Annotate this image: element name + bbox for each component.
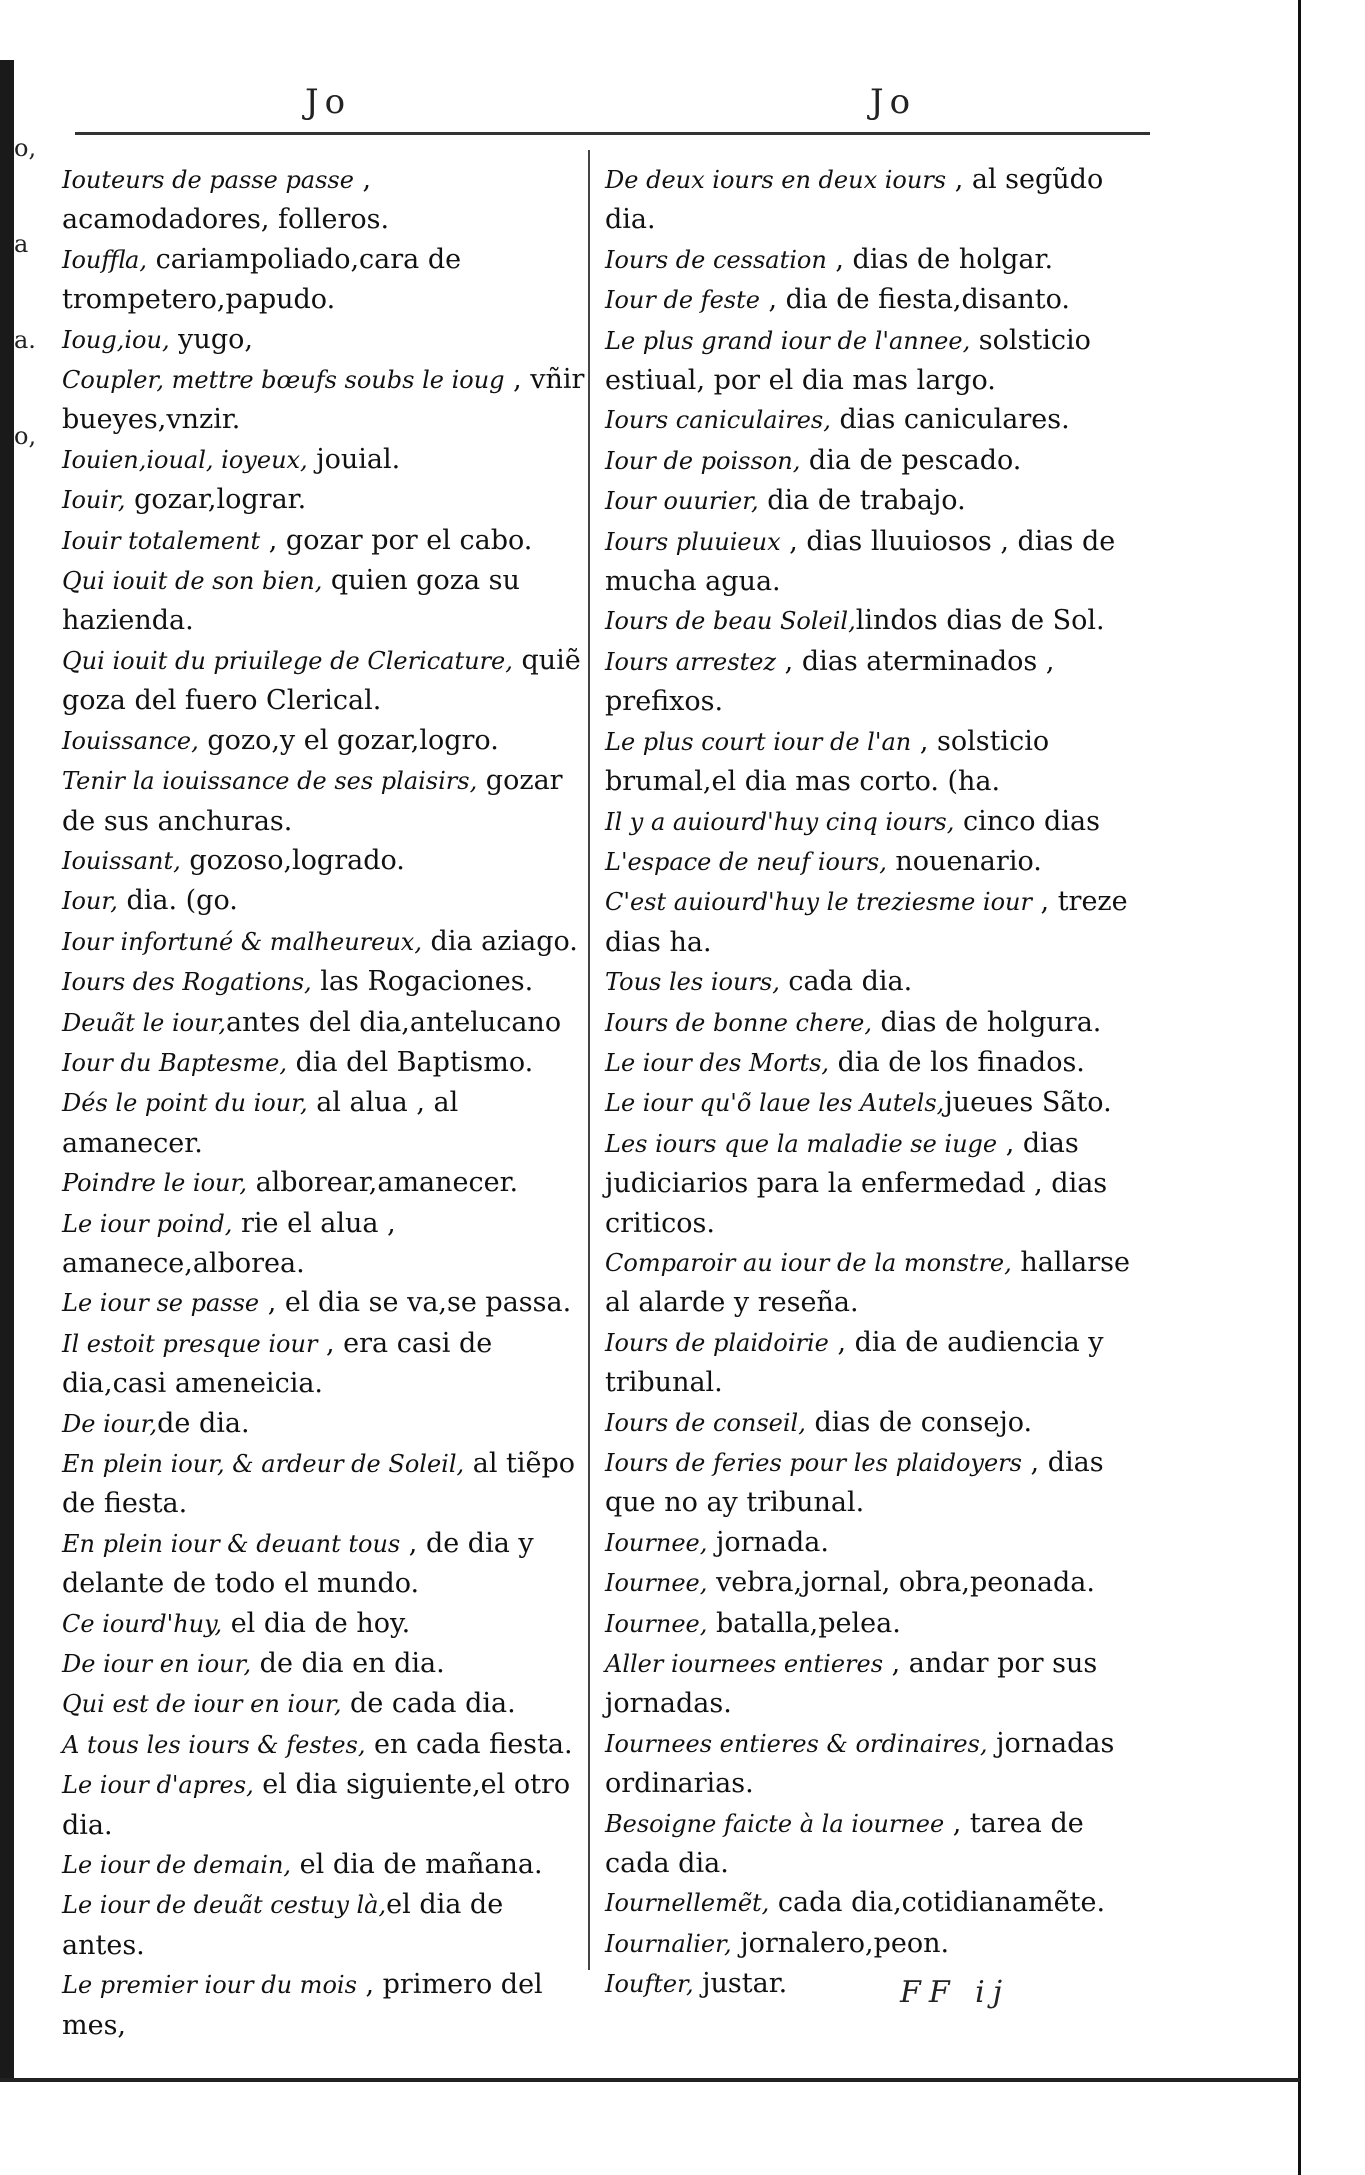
entry-definition: , dia de fiesta,disanto. <box>759 284 1070 316</box>
dictionary-entry <box>62 1283 587 1323</box>
entry-term: Iours de bonne chere, <box>605 1008 872 1037</box>
entry-term: Qui iouit du priuilege de Clericature, <box>62 646 513 675</box>
entry-definition: , treze dias ha. <box>605 886 1128 958</box>
entry-term: Iour du Baptesme, <box>62 1048 287 1077</box>
entry-definition: de cada dia. <box>341 1688 516 1720</box>
margin-fragment: a <box>14 230 29 258</box>
dictionary-entry <box>62 1965 587 2045</box>
dictionary-entry <box>605 1804 1155 1884</box>
entry-definition: cada dia,cotidianamẽte. <box>769 1887 1106 1919</box>
dictionary-entry <box>605 1003 1155 1043</box>
dictionary-entry <box>605 1924 1155 1964</box>
entry-term: Dés le point du iour, <box>62 1089 308 1118</box>
scan-edge-left <box>0 60 14 2080</box>
entry-term: Iouir, <box>62 486 126 515</box>
entry-term: Le iour de deuãt cestuy là, <box>62 1891 387 1920</box>
entry-term: Qui est de iour en iour, <box>62 1690 342 1719</box>
dictionary-entry <box>62 841 587 881</box>
entry-term: Qui iouit de son bien, <box>62 567 323 596</box>
entry-definition: , era casi de dia,casi ameneicia. <box>62 1327 493 1400</box>
entry-term: Iours de conseil, <box>605 1408 806 1437</box>
left-column <box>62 160 587 2045</box>
entry-term: Le iour qu'õ laue les Autels, <box>605 1089 945 1118</box>
entry-definition: yugo, <box>169 323 253 355</box>
entry-term: Le plus court iour de l'an <box>605 727 912 756</box>
entry-definition: antes del dia,antelucano <box>226 1006 562 1038</box>
dictionary-entry <box>62 1324 587 1404</box>
entry-term: Ioufter, <box>605 1970 694 1999</box>
entry-term: De deux iours en deux iours <box>605 166 947 194</box>
dictionary-entry <box>62 360 587 440</box>
entry-term: Iours pluuieux <box>605 527 781 556</box>
dictionary-entry <box>62 1604 587 1644</box>
entry-definition: quiẽ goza del fuero Clerical. <box>62 644 581 717</box>
entry-definition: el dia de hoy. <box>222 1607 411 1639</box>
entry-definition: el dia de antes. <box>62 1889 504 1961</box>
dictionary-entry <box>605 1724 1155 1804</box>
dictionary-entry <box>605 160 1155 240</box>
entry-term: Iouir totalement <box>62 526 261 555</box>
dictionary-entry <box>605 842 1155 882</box>
entry-term: Iour de feste <box>605 286 760 315</box>
dictionary-entry <box>62 561 587 641</box>
entry-term: Tous les iours, <box>605 968 780 997</box>
dictionary-entry <box>605 601 1155 641</box>
entry-definition: , solsticio brumal,el dia mas corto. (ha. <box>605 725 1050 798</box>
dictionary-entry <box>605 1644 1155 1724</box>
entry-definition: , dias lluuiosos , dias de mucha agua. <box>605 525 1116 598</box>
dictionary-entry <box>62 1003 587 1043</box>
scan-edge-right <box>1298 0 1365 2175</box>
entry-definition: dias de holgura. <box>871 1006 1102 1038</box>
entry-term: Besoigne faicte à la iournee <box>605 1809 945 1838</box>
entry-definition: , vñir bueyes,vnzir. <box>62 364 585 436</box>
entry-definition: , dias de holgar. <box>826 243 1054 275</box>
dictionary-entry <box>605 722 1155 802</box>
entry-definition: dias de consejo. <box>805 1406 1033 1438</box>
dictionary-entry <box>62 1885 587 1965</box>
entry-definition: cada dia. <box>779 966 913 998</box>
dictionary-entry <box>62 922 587 962</box>
dictionary-entry <box>605 321 1155 401</box>
entry-term: De iour, <box>62 1409 158 1438</box>
entry-definition: dia del Baptismo. <box>287 1046 534 1078</box>
dictionary-entry <box>605 481 1155 521</box>
entry-definition: quien goza su hazienda. <box>62 565 520 637</box>
entry-definition: gozo,y el gozar,logro. <box>198 724 499 756</box>
dictionary-entry <box>62 440 587 480</box>
entry-term: Iour ouurier, <box>605 487 759 516</box>
dictionary-entry <box>62 1043 587 1083</box>
margin-fragment: a. <box>14 326 36 354</box>
entry-term: C'est auiourd'huy le treziesme iour <box>605 888 1032 917</box>
dictionary-entry <box>62 1163 587 1203</box>
dictionary-entry <box>605 642 1155 722</box>
entry-definition: al alua , al amanecer. <box>62 1087 459 1159</box>
entry-definition: dias caniculares. <box>830 404 1070 436</box>
entry-term: Ce iourd'huy, <box>62 1609 223 1638</box>
entry-term: Comparoir au iour de la monstre, <box>605 1248 1012 1277</box>
entry-definition: , acamodadores, folleros. <box>62 164 390 236</box>
entry-term: Iours de beau Soleil, <box>605 607 856 636</box>
dictionary-entry <box>605 280 1155 320</box>
dictionary-entry <box>62 641 587 721</box>
dictionary-entry <box>605 1443 1155 1523</box>
dictionary-entry <box>605 1124 1155 1243</box>
dictionary-entry <box>62 240 587 320</box>
entry-definition: dia de pescado. <box>800 444 1022 476</box>
entry-term: Iours de feries pour les plaidoyers <box>605 1449 1022 1477</box>
entry-definition: al tiẽpo de fiesta. <box>62 1448 576 1520</box>
entry-term: De iour en iour, <box>62 1650 252 1679</box>
entry-definition: dia de trabajo. <box>758 485 966 517</box>
entry-term: Le premier iour du mois <box>62 1971 357 2000</box>
entry-term: Il y a auiourd'huy cinq iours, <box>605 807 955 836</box>
entry-term: Les iours que la maladie se iuge <box>605 1129 998 1158</box>
entry-term: Iournalier, <box>605 1929 732 1958</box>
entry-definition: jouial. <box>307 443 401 475</box>
entry-definition: el dia de mañana. <box>291 1849 543 1881</box>
signature-mark: FF ij <box>900 1975 1011 2010</box>
dictionary-entry <box>62 1845 587 1885</box>
dictionary-entry <box>62 1524 587 1604</box>
dictionary-entry <box>605 1323 1155 1403</box>
entry-definition: , al segũdo dia. <box>605 164 1104 236</box>
entry-term: Iours caniculaires, <box>605 406 831 435</box>
dictionary-entry <box>62 320 587 360</box>
entry-term: Iour infortuné & malheureux, <box>62 927 422 956</box>
entry-term: Le iour de demain, <box>62 1851 292 1880</box>
entry-term: Iours des Rogations, <box>62 968 312 997</box>
entry-definition: el dia siguiente,el otro dia. <box>62 1769 571 1841</box>
entry-definition: de dia en dia. <box>251 1648 445 1680</box>
dictionary-entry <box>62 881 587 921</box>
dictionary-entry <box>605 1563 1155 1603</box>
dictionary-entry <box>62 1083 587 1163</box>
entry-definition: batalla,pelea. <box>707 1607 901 1639</box>
dictionary-entry <box>605 1403 1155 1443</box>
entry-definition: , el dia se va,se passa. <box>259 1287 572 1319</box>
entry-term: Ioug,iou, <box>62 325 170 354</box>
entry-term: Iouteurs de passe passe <box>62 166 354 194</box>
dictionary-entry <box>62 1204 587 1284</box>
dictionary-entry <box>605 1964 1155 2004</box>
entry-definition: rie el alua , amanece,alborea. <box>62 1207 396 1279</box>
entry-definition: dia. (go. <box>117 885 238 917</box>
entry-definition: gozoso,logrado. <box>180 844 405 876</box>
entry-term: Il estoit presque iour <box>62 1329 318 1358</box>
entry-term: L'espace de neuf iours, <box>605 847 887 876</box>
entry-definition: jornada. <box>707 1526 829 1558</box>
dictionary-entry <box>62 1644 587 1684</box>
scan-edge-bottom <box>0 2078 1300 2082</box>
header-rule <box>75 132 1150 135</box>
entry-term: En plein iour & deuant tous <box>62 1529 401 1558</box>
entry-definition: justar. <box>693 1968 788 2000</box>
dictionary-entry <box>605 1604 1155 1644</box>
dictionary-entry <box>605 1043 1155 1083</box>
entry-term: Iours arrestez <box>605 647 777 676</box>
dictionary-entry <box>605 1523 1155 1563</box>
right-column <box>605 160 1155 2005</box>
entry-definition: nouenario. <box>886 845 1042 877</box>
margin-fragment: o, <box>14 422 37 450</box>
dictionary-entry <box>62 1725 587 1765</box>
entry-term: Iouien,ioual, ioyeux, <box>62 445 308 474</box>
dictionary-entry <box>62 962 587 1002</box>
entry-definition: jornalero,peon. <box>731 1927 950 1959</box>
dictionary-entry <box>605 962 1155 1002</box>
entry-term: Le iour poind, <box>62 1209 233 1238</box>
dictionary-entry <box>605 240 1155 280</box>
entry-definition: hallarse al alarde y reseña. <box>605 1246 1130 1319</box>
entry-definition: de dia. <box>157 1407 250 1439</box>
entry-definition: vebra,jornal, obra,peonada. <box>707 1567 1095 1599</box>
entry-definition: alborear,amanecer. <box>246 1167 519 1199</box>
page-header-left: Jo <box>305 82 352 122</box>
dictionary-entry <box>62 480 587 520</box>
entry-definition: jueues Sãto. <box>944 1087 1112 1119</box>
entry-term: Iouissant, <box>62 846 181 875</box>
dictionary-entry <box>62 1684 587 1724</box>
entry-term: Iournee, <box>605 1528 708 1557</box>
entry-definition: , andar por sus jornadas. <box>605 1648 1098 1720</box>
dictionary-entry <box>605 1883 1155 1923</box>
dictionary-entry <box>605 1243 1155 1323</box>
entry-definition: gozar,lograr. <box>125 484 307 516</box>
entry-definition: en cada fiesta. <box>365 1728 573 1760</box>
entry-definition: , dias que no ay tribunal. <box>605 1447 1104 1519</box>
margin-fragment: o, <box>14 134 37 162</box>
entry-term: Iournee, <box>605 1569 708 1598</box>
entry-term: Iournees entieres & ordinaires, <box>605 1729 988 1758</box>
entry-definition: , dia de audiencia y tribunal. <box>605 1326 1104 1399</box>
entry-definition: jornadas ordinarias. <box>605 1727 1115 1800</box>
entry-definition: , dias judiciarios para la enfermedad , dias criticos. <box>605 1127 1108 1239</box>
dictionary-entry <box>62 1444 587 1524</box>
entry-definition: dia de los finados. <box>829 1046 1085 1078</box>
entry-term: Deuãt le iour, <box>62 1008 227 1037</box>
entry-term: Iournee, <box>605 1609 708 1638</box>
entry-term: Iour de poisson, <box>605 446 801 475</box>
entry-definition: , tarea de cada dia. <box>605 1807 1084 1880</box>
dictionary-entry <box>605 441 1155 481</box>
entry-term: Iour, <box>62 887 118 916</box>
entry-term: Tenir la iouissance de ses plaisirs, <box>62 767 478 796</box>
entry-term: Iouissance, <box>62 726 199 755</box>
entry-definition: , de dia y delante de todo el mundo. <box>62 1527 534 1600</box>
entry-term: Iours de plaidoirie <box>605 1328 829 1357</box>
column-divider <box>588 150 590 1970</box>
entry-definition: las Rogaciones. <box>311 966 534 998</box>
entry-term: Le iour se passe <box>62 1289 260 1318</box>
dictionary-entry <box>62 521 587 561</box>
entry-term: Le iour d'apres, <box>62 1771 254 1800</box>
entry-definition: , primero del mes, <box>62 1969 543 2041</box>
entry-term: Coupler, mettre bœufs soubs le ioug <box>62 366 505 395</box>
entry-term: Iouffla, <box>62 245 147 274</box>
page-header-right: Jo <box>870 82 917 122</box>
entry-term: Aller iournees entieres <box>605 1650 884 1679</box>
entry-definition: cariampoliado,cara de trompetero,papudo. <box>62 243 462 316</box>
dictionary-entry <box>62 761 587 841</box>
dictionary-entry <box>62 1404 587 1444</box>
entry-term: Le plus grand iour de l'annee, <box>605 326 971 355</box>
margin-fragments <box>14 100 44 600</box>
entry-term: A tous les iours & festes, <box>62 1730 366 1759</box>
entry-definition: dia aziago. <box>421 925 578 957</box>
entry-definition: , dias aterminados , prefixos. <box>605 645 1055 718</box>
entry-definition: solsticio estiual, por el dia mas largo. <box>605 324 1091 397</box>
entry-term: Poindre le iour, <box>62 1169 247 1198</box>
dictionary-entry <box>605 802 1155 842</box>
entry-term: En plein iour, & ardeur de Soleil, <box>62 1450 465 1478</box>
entry-term: Iournellemẽt, <box>605 1889 770 1918</box>
entry-term: Le iour des Morts, <box>605 1048 830 1077</box>
dictionary-entry <box>605 882 1155 962</box>
dictionary-entry <box>605 522 1155 602</box>
dictionary-entry <box>605 1083 1155 1123</box>
entry-definition: cinco dias <box>954 805 1100 837</box>
entry-definition: gozar de sus anchuras. <box>62 765 563 837</box>
entry-term: Iours de cessation <box>605 245 827 274</box>
dictionary-entry <box>62 160 587 240</box>
dictionary-entry <box>605 400 1155 440</box>
dictionary-entry <box>62 1765 587 1845</box>
entry-definition: , gozar por el cabo. <box>260 524 533 556</box>
entry-definition: lindos dias de Sol. <box>855 605 1105 637</box>
dictionary-entry <box>62 721 587 761</box>
